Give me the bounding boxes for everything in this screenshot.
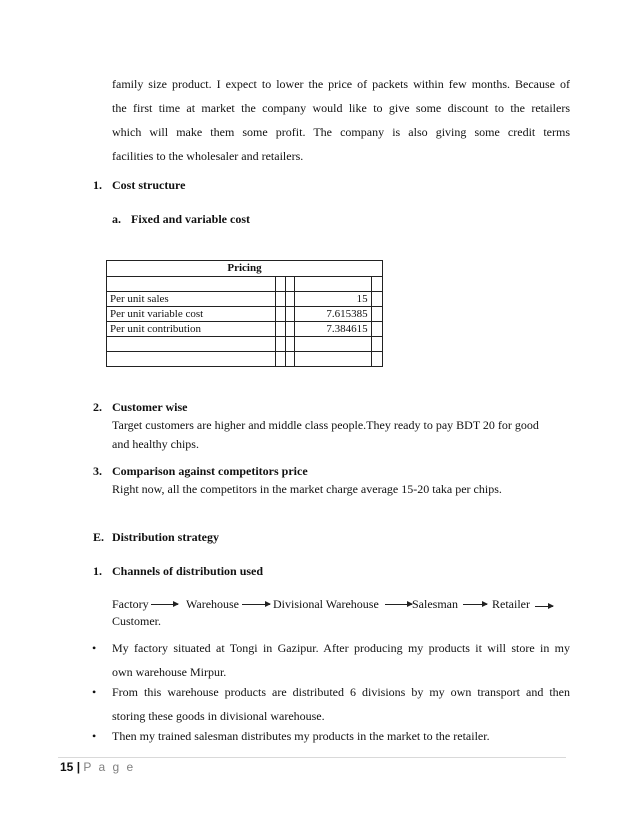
section-e1-title: Channels of distribution used bbox=[112, 564, 264, 578]
intro-paragraph bbox=[112, 72, 570, 168]
section-1-number: 1. bbox=[93, 178, 102, 192]
arrow-right-icon bbox=[151, 604, 178, 605]
bullet-icon: • bbox=[92, 729, 97, 743]
table-cell-value: 7.615385 bbox=[294, 307, 371, 322]
section-1a-title: Fixed and variable cost bbox=[131, 212, 250, 226]
section-3-title: Comparison against competitors price bbox=[112, 464, 308, 478]
bullet-icon: • bbox=[92, 641, 97, 655]
channel-step: Retailer bbox=[492, 597, 530, 611]
table-cell-value bbox=[294, 337, 371, 352]
pricing-table bbox=[106, 260, 383, 367]
section-2-line: and healthy chips. bbox=[112, 437, 199, 451]
arrow-right-icon bbox=[385, 604, 412, 605]
section-3-number: 3. bbox=[93, 464, 102, 478]
table-row bbox=[107, 337, 383, 352]
channel-step: Factory bbox=[112, 597, 149, 611]
arrow-right-icon bbox=[242, 604, 270, 605]
bullet-line: own warehouse Mirpur. bbox=[112, 665, 227, 679]
footer-divider bbox=[58, 757, 566, 758]
bullet-item bbox=[112, 636, 570, 684]
section-e1-number: 1. bbox=[93, 564, 102, 578]
bullet-line: From this warehouse products are distributed 6 divisions by my own transport and then bbox=[112, 685, 570, 699]
page-label: P a g e bbox=[83, 760, 136, 774]
section-2-title: Customer wise bbox=[112, 400, 188, 414]
table-cell-value bbox=[294, 352, 371, 367]
table-cell-label: Per unit variable cost bbox=[107, 307, 276, 322]
table-row bbox=[107, 322, 383, 337]
table-cell-value bbox=[294, 277, 371, 292]
table-row bbox=[107, 277, 383, 292]
bullet-line: My factory situated at Tongi in Gazipur. After producing my products it will store in my bbox=[112, 641, 570, 655]
table-row bbox=[107, 307, 383, 322]
table-cell-label: Per unit contribution bbox=[107, 322, 276, 337]
section-2-line: Target customers are higher and middle class people.They ready to pay BDT 20 for good bbox=[112, 418, 539, 432]
bullet-line: Then my trained salesman distributes my products in the market to the retailer. bbox=[112, 729, 490, 743]
intro-line: which will make them some profit. The company is also giving some credit terms bbox=[112, 125, 570, 139]
arrow-right-icon bbox=[535, 606, 553, 607]
page-footer bbox=[60, 760, 135, 774]
channel-step: Salesman bbox=[412, 597, 458, 611]
section-2-text bbox=[112, 416, 572, 454]
bullet-icon: • bbox=[92, 685, 97, 699]
table-cell-label bbox=[107, 352, 276, 367]
page-number: 15 bbox=[60, 760, 74, 774]
section-2-number: 2. bbox=[93, 400, 102, 414]
channel-step: Divisional Warehouse bbox=[273, 597, 379, 611]
table-row bbox=[107, 292, 383, 307]
bullet-item bbox=[112, 680, 570, 728]
table-cell-label bbox=[107, 277, 276, 292]
section-e-letter: E. bbox=[93, 530, 105, 544]
bullet-item bbox=[112, 724, 570, 748]
bullet-line: storing these goods in divisional warehouse. bbox=[112, 709, 325, 723]
intro-line: family size product. I expect to lower the price of packets within few months. Because of bbox=[112, 77, 570, 91]
footer-separator: | bbox=[76, 760, 81, 774]
table-cell-label bbox=[107, 337, 276, 352]
intro-line: the first time at market the company would like to give some discount to the retailers bbox=[112, 101, 570, 115]
table-title-row bbox=[107, 261, 383, 277]
section-1-title: Cost structure bbox=[112, 178, 186, 192]
table-row bbox=[107, 352, 383, 367]
channel-step: Warehouse bbox=[186, 597, 240, 611]
channel-end: Customer. bbox=[112, 614, 162, 628]
section-3-text: Right now, all the competitors in the market charge average 15-20 taka per chips. bbox=[112, 482, 502, 496]
table-cell-value: 7.384615 bbox=[294, 322, 371, 337]
intro-line: facilities to the wholesaler and retailers. bbox=[112, 149, 304, 163]
arrow-right-icon bbox=[463, 604, 487, 605]
table-cell-label: Per unit sales bbox=[107, 292, 276, 307]
section-e-title: Distribution strategy bbox=[112, 530, 219, 544]
table-title: Pricing bbox=[107, 261, 383, 277]
section-1a-letter: a. bbox=[112, 212, 121, 226]
table-cell-value: 15 bbox=[294, 292, 371, 307]
